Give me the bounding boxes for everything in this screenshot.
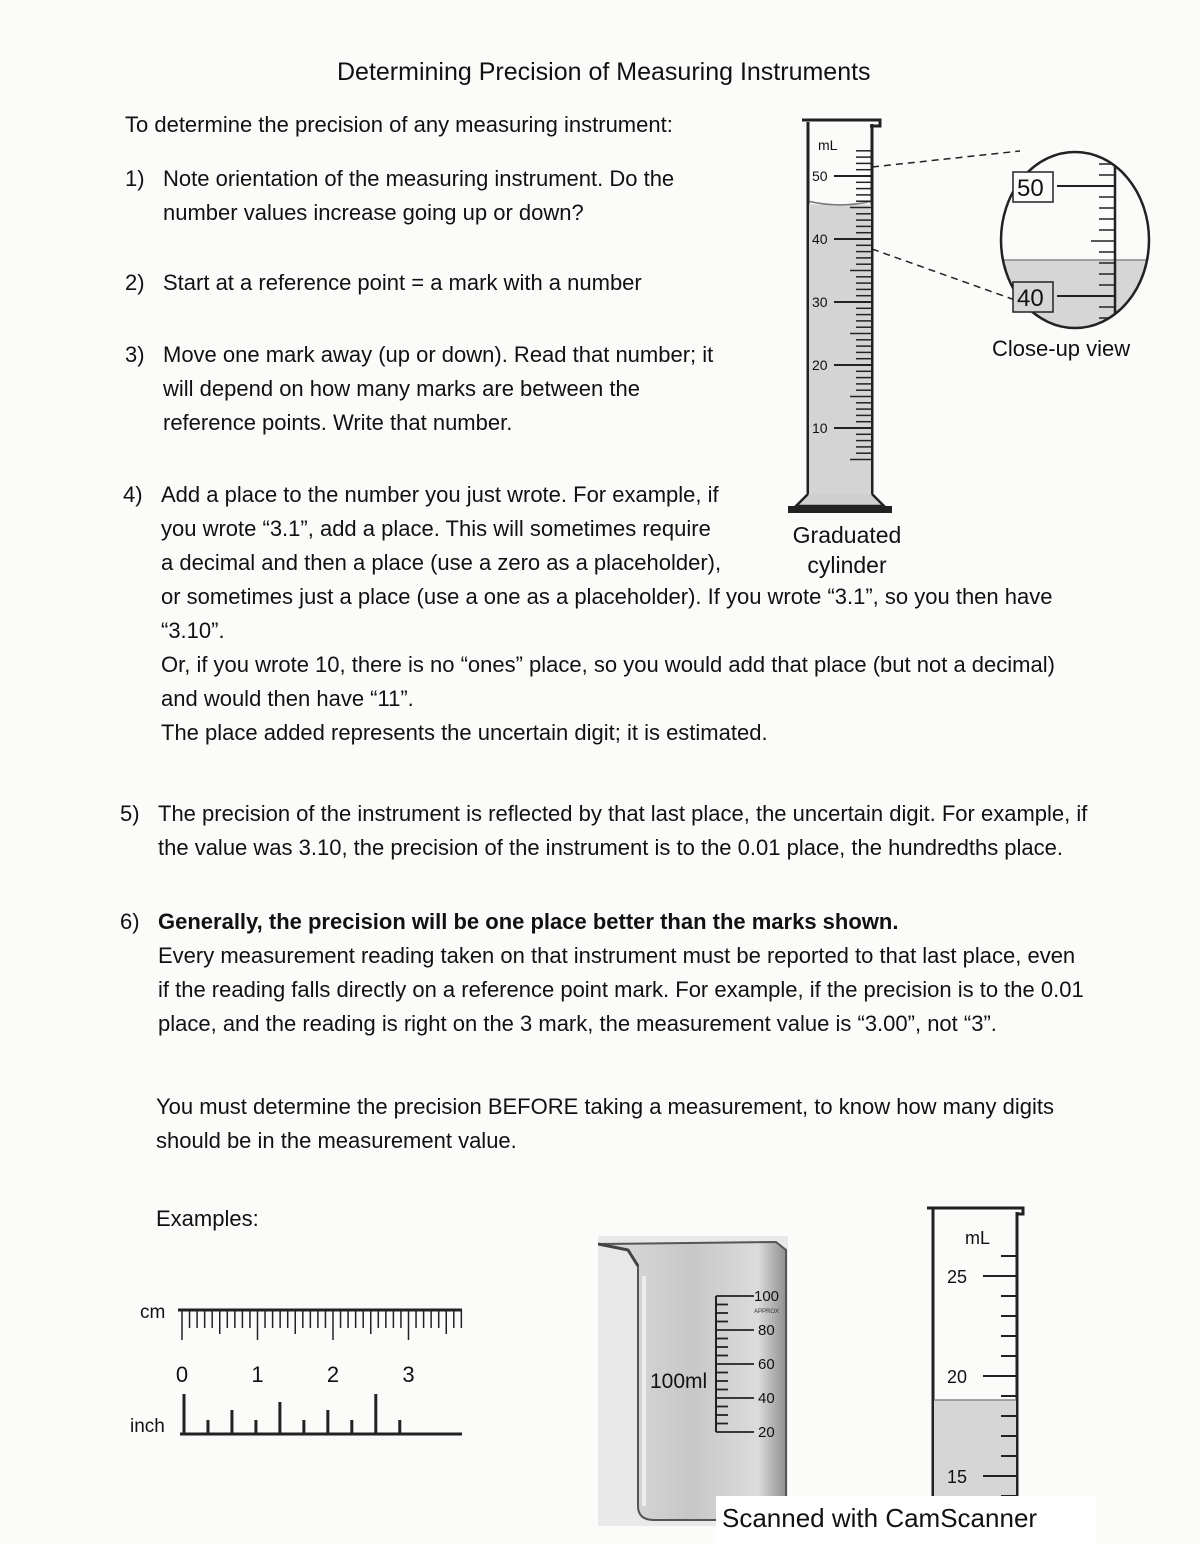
- cylinder-unit-label: mL: [818, 137, 838, 153]
- step-bold-line: Generally, the precision will be one place better than the marks shown.: [158, 909, 899, 934]
- beaker-label-20: 20: [758, 1424, 775, 1441]
- beaker-approx-label: APPROX: [754, 1309, 780, 1315]
- step-line: The place added represents the uncertain digit; it is estimated.: [161, 720, 768, 745]
- beaker-capacity-label: 100ml: [650, 1370, 708, 1393]
- step-number: 2): [125, 270, 145, 295]
- step-line: reference points. Write that number.: [163, 410, 513, 435]
- step-line: The precision of the instrument is reflected by that last place, the uncertain digit. For example, if: [158, 801, 1088, 826]
- cylinder-caption-line: cylinder: [807, 552, 887, 578]
- ruler-figure: [170, 1300, 470, 1445]
- examples-label: Examples:: [156, 1206, 259, 1231]
- ruler-number-2: 2: [326, 1362, 340, 1387]
- cylinder-caption-line: Graduated: [792, 522, 902, 548]
- cylinder-liquid: [809, 204, 871, 494]
- closeup-caption: Close-up view: [992, 336, 1131, 361]
- cylinder-lip: [802, 120, 880, 126]
- precision-note: [156, 1090, 1176, 1158]
- step-line: the value was 3.10, the precision of the instrument is to the 0.01 place, the hundredths place.: [158, 835, 1064, 860]
- beaker-label-100: 100: [754, 1288, 780, 1305]
- step-line: “3.10”.: [161, 618, 225, 643]
- beaker-label-80: 80: [758, 1322, 775, 1339]
- step-line: if the reading falls directly on a reference point mark. For example, if the precision is to the 0.01: [158, 977, 1084, 1002]
- step-line: Or, if you wrote 10, there is no “ones” place, so you would add that place (but not a decimal): [161, 652, 1055, 677]
- step-line: Note orientation of the measuring instrument. Do the: [163, 166, 675, 191]
- closeup-label-40: 40: [1017, 285, 1044, 312]
- closeup-label-50: 50: [1017, 175, 1044, 202]
- ruler-cm-scale: [182, 1310, 461, 1340]
- step-1: [125, 162, 765, 230]
- cylinder-label-30: 30: [812, 294, 828, 310]
- cylinder-base: [796, 494, 884, 506]
- step-line: a decimal and then a place (use a zero as a placeholder),: [161, 550, 722, 575]
- note-line: should be in the measurement value.: [156, 1128, 517, 1153]
- cylinder-caption: [782, 520, 912, 580]
- step-line: you wrote “3.1”, add a place. This will sometimes require: [161, 516, 711, 541]
- cylinder-label-50: 50: [812, 168, 828, 184]
- step-line: place, and the reading is right on the 3 mark, the measurement value is “3.00”, not “3”.: [158, 1011, 997, 1036]
- step-number: 4): [123, 482, 143, 507]
- note-line: You must determine the precision BEFORE taking a measurement, to know how many digits: [156, 1094, 1054, 1119]
- small-cylinder-unit-label: mL: [965, 1228, 991, 1248]
- step-line: or sometimes just a place (use a one as a placeholder). If you wrote “3.1”, so you then have: [161, 584, 1053, 609]
- step-3: [125, 338, 765, 440]
- page-title: Determining Precision of Measuring Instruments: [337, 58, 871, 86]
- beaker-figure: [598, 1236, 788, 1526]
- beaker-label-60: 60: [758, 1356, 775, 1373]
- cylinder-label-20: 20: [812, 357, 828, 373]
- step-5: [120, 797, 1180, 865]
- step-number: 6): [120, 909, 140, 934]
- ruler-inch-label: inch: [130, 1416, 165, 1437]
- small-cylinder-lip: [927, 1208, 1023, 1214]
- small-cylinder-label-20: 20: [947, 1367, 968, 1387]
- closeup-view-figure: [995, 148, 1155, 334]
- cylinder-foot: [788, 506, 892, 513]
- step-line: Every measurement reading taken on that instrument must be reported to that last place, even: [158, 943, 1076, 968]
- small-cylinder-label-25: 25: [947, 1267, 968, 1287]
- ruler-number-0: 0: [175, 1362, 189, 1387]
- step-number: 1): [125, 166, 145, 191]
- ruler-inch-scale: [184, 1394, 400, 1434]
- step-2: [125, 266, 765, 300]
- intro-text: To determine the precision of any measuring instrument:: [125, 112, 673, 137]
- camscanner-watermark: Scanned with CamScanner: [722, 1503, 1038, 1533]
- ruler-number-3: 3: [402, 1362, 415, 1387]
- cylinder-label-10: 10: [812, 420, 828, 436]
- step-line: Start at a reference point = a mark with a number: [163, 270, 642, 295]
- ruler-cm-label: cm: [140, 1302, 166, 1323]
- step-line: Move one mark away (up or down). Read that number; it: [163, 342, 714, 367]
- ruler-number-1: 1: [251, 1362, 264, 1387]
- step-4: [123, 478, 1153, 750]
- beaker-label-40: 40: [758, 1390, 775, 1407]
- small-cylinder-figure: [925, 1200, 1025, 1500]
- connector-line-bottom: [872, 249, 1015, 300]
- step-line: and would then have “11”.: [161, 686, 414, 711]
- step-line: number values increase going up or down?: [163, 200, 584, 225]
- step-number: 5): [120, 801, 140, 826]
- step-number: 3): [125, 342, 145, 367]
- step-line: will depend on how many marks are between the: [163, 376, 640, 401]
- step-line: Add a place to the number you just wrote. For example, if: [161, 482, 719, 507]
- small-cylinder-label-15: 15: [947, 1467, 968, 1487]
- step-6: [120, 905, 1180, 1041]
- cylinder-label-40: 40: [812, 231, 828, 247]
